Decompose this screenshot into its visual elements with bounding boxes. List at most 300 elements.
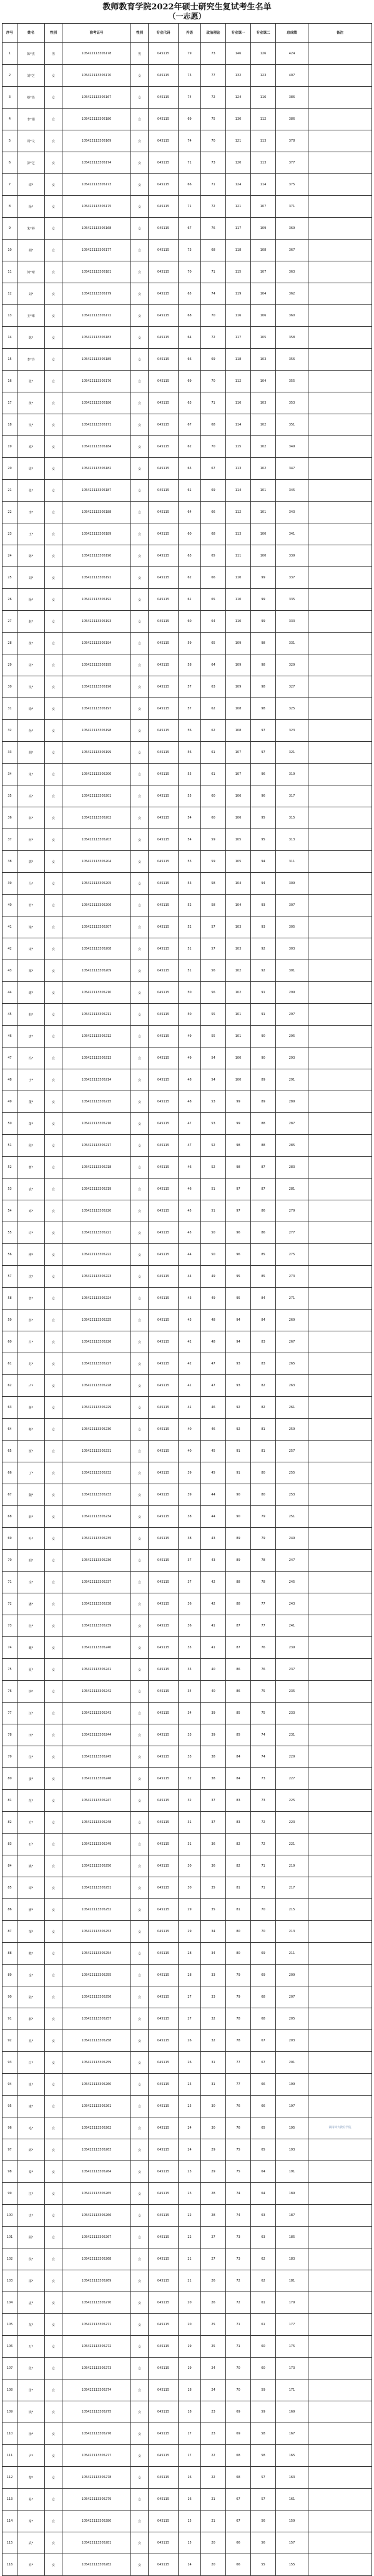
foreign-language-score: 42: [179, 1353, 201, 1375]
subject-one-score: 109: [226, 633, 251, 654]
candidate-name: 雷*: [17, 2379, 45, 2401]
subject-one-score: 110: [226, 589, 251, 611]
table-row: [2, 436, 372, 458]
subject-two-score: 100: [251, 523, 276, 545]
major-code: 045115: [149, 305, 179, 327]
gender: 女: [45, 283, 62, 305]
remark: [308, 2227, 372, 2248]
gender: 女: [131, 2030, 149, 2052]
subject-one-score: 79: [226, 1965, 251, 1986]
total-score: 257: [276, 1441, 308, 1462]
major-code: 045115: [149, 1288, 179, 1310]
subject-one-score: 120: [226, 152, 251, 174]
total-score: 267: [276, 1331, 308, 1353]
candidate-name: 康*: [17, 2096, 45, 2117]
gender: 女: [45, 960, 62, 982]
table-row: [2, 2052, 372, 2074]
subject-one-score: 73: [226, 2248, 251, 2270]
row-number: 87: [2, 1921, 17, 1943]
row-number: 91: [2, 2008, 17, 2030]
foreign-language-score: 45: [179, 1200, 201, 1222]
table-row: [2, 174, 372, 196]
row-number: 93: [2, 2052, 17, 2074]
gender: 女: [131, 1550, 149, 1572]
gender: 女: [131, 1899, 149, 1921]
subject-one-score: 115: [226, 261, 251, 283]
gender: 女: [131, 654, 149, 676]
gender: 女: [131, 895, 149, 916]
gender: 女: [45, 1965, 62, 1986]
total-score: 371: [276, 196, 308, 218]
subject-two-score: 65: [251, 2117, 276, 2139]
major-code: 045115: [149, 480, 179, 502]
candidate-name: 龙*: [17, 2314, 45, 2336]
politics-score: 29: [201, 2161, 226, 2183]
subject-one-score: 81: [226, 1899, 251, 1921]
major-code: 045115: [149, 1047, 179, 1069]
politics-score: 54: [201, 1069, 226, 1091]
gender: 女: [45, 1157, 62, 1179]
foreign-language-score: 23: [179, 2161, 201, 2183]
exam-id: 105422113305184: [62, 436, 131, 458]
total-score: 249: [276, 1528, 308, 1550]
total-score: 287: [276, 1113, 308, 1135]
politics-score: 23: [201, 2401, 226, 2423]
subject-one-score: 87: [226, 1637, 251, 1659]
table-row: [2, 567, 372, 589]
major-code: 045115: [149, 2423, 179, 2445]
row-number: 60: [2, 1331, 17, 1353]
subject-one-score: 77: [226, 2052, 251, 2074]
remark: [308, 829, 372, 851]
gender: 女: [131, 1113, 149, 1135]
subject-two-score: 64: [251, 2161, 276, 2183]
remark: [308, 2008, 372, 2030]
gender: 女: [131, 2183, 149, 2205]
candidate-name: 孟*: [17, 2292, 45, 2314]
subject-one-score: 82: [226, 1855, 251, 1877]
subject-one-score: 90: [226, 1506, 251, 1528]
candidate-name: 李*: [17, 502, 45, 523]
politics-score: 69: [201, 349, 226, 371]
subject-one-score: 81: [226, 1877, 251, 1899]
exam-id: 105422113305180: [62, 109, 131, 130]
candidate-name: 邹*: [17, 1921, 45, 1943]
subject-one-score: 96: [226, 1222, 251, 1244]
remark: [308, 43, 372, 65]
politics-score: 22: [201, 2467, 226, 2489]
remark: [308, 1004, 372, 1026]
table-row: [2, 2401, 372, 2423]
remark: [308, 1572, 372, 1593]
gender: 女: [131, 1353, 149, 1375]
subject-one-score: 93: [226, 1353, 251, 1375]
candidate-name: 张*: [17, 480, 45, 502]
row-number: 11: [2, 261, 17, 283]
candidate-name: 钟*: [17, 1681, 45, 1703]
remark: [308, 436, 372, 458]
foreign-language-score: 25: [179, 2096, 201, 2117]
subject-one-score: 88: [226, 1593, 251, 1615]
gender: 女: [131, 545, 149, 567]
politics-score: 64: [201, 611, 226, 633]
foreign-language-score: 65: [179, 458, 201, 480]
gender: 女: [45, 1615, 62, 1637]
exam-id: 105422113305225: [62, 1310, 131, 1331]
major-code: 045115: [149, 1484, 179, 1506]
major-code: 045115: [149, 742, 179, 764]
subject-two-score: 114: [251, 174, 276, 196]
candidate-name: 唐*: [17, 1026, 45, 1047]
subject-one-score: 90: [226, 1484, 251, 1506]
gender: 女: [45, 1855, 62, 1877]
total-score: 259: [276, 1419, 308, 1441]
remark: [308, 895, 372, 916]
gender: 女: [45, 1834, 62, 1855]
exam-id: 105422113305281: [62, 2532, 131, 2554]
subject-two-score: 57: [251, 2467, 276, 2489]
exam-id: 105422113305168: [62, 218, 131, 240]
politics-score: 24: [201, 2358, 226, 2379]
exam-id: 105422113305243: [62, 1703, 131, 1724]
foreign-language-score: 28: [179, 1943, 201, 1965]
subject-two-score: 88: [251, 1135, 276, 1157]
subject-one-score: 67: [226, 2510, 251, 2532]
total-score: 171: [276, 2379, 308, 2401]
remark: [308, 2358, 372, 2379]
exam-id: 105422113305177: [62, 240, 131, 261]
politics-score: 29: [201, 2139, 226, 2161]
total-score: 181: [276, 2270, 308, 2292]
total-score: 239: [276, 1637, 308, 1659]
exam-id: 105422113305234: [62, 1506, 131, 1528]
gender: 女: [45, 916, 62, 938]
gender: 女: [45, 87, 62, 109]
gender: 女: [45, 2292, 62, 2314]
politics-score: 44: [201, 1484, 226, 1506]
gender: 女: [45, 611, 62, 633]
candidate-name: 余*: [17, 1572, 45, 1593]
exam-id: 105422113305230: [62, 1419, 131, 1441]
gender: 女: [131, 1091, 149, 1113]
gender: 女: [45, 1266, 62, 1288]
politics-score: 47: [201, 1353, 226, 1375]
table-row: [2, 589, 372, 611]
gender: 女: [131, 1703, 149, 1724]
row-number: 74: [2, 1637, 17, 1659]
subject-two-score: 99: [251, 567, 276, 589]
major-code: 045115: [149, 545, 179, 567]
major-code: 045115: [149, 502, 179, 523]
table-row: [2, 2554, 372, 2576]
subject-one-score: 96: [226, 1244, 251, 1266]
gender: 女: [131, 2423, 149, 2445]
major-code: 045115: [149, 2401, 179, 2423]
major-code: 045115: [149, 1899, 179, 1921]
exam-id: 105422113305279: [62, 2489, 131, 2510]
remark: [308, 1768, 372, 1790]
candidate-name: 刘*: [17, 567, 45, 589]
foreign-language-score: 20: [179, 2292, 201, 2314]
gender: 女: [45, 1593, 62, 1615]
row-number: 112: [2, 2467, 17, 2489]
exam-id: 105422113305222: [62, 1244, 131, 1266]
gender: 女: [45, 1462, 62, 1484]
politics-score: 76: [201, 218, 226, 240]
politics-score: 73: [201, 152, 226, 174]
major-code: 045115: [149, 1943, 179, 1965]
subject-two-score: 116: [251, 87, 276, 109]
foreign-language-score: 49: [179, 1026, 201, 1047]
remark: [308, 1528, 372, 1550]
subject-two-score: 93: [251, 916, 276, 938]
exam-id: 105422113305204: [62, 851, 131, 873]
gender: 女: [45, 1790, 62, 1812]
remark: [308, 1593, 372, 1615]
row-number: 67: [2, 1484, 17, 1506]
candidate-name: 程*: [17, 1135, 45, 1157]
exam-id: 105422113305179: [62, 283, 131, 305]
table-row: [2, 807, 372, 829]
candidate-name: 王*琳: [17, 305, 45, 327]
total-score: 237: [276, 1659, 308, 1681]
row-number: 73: [2, 1615, 17, 1637]
foreign-language-score: 35: [179, 1659, 201, 1681]
exam-id: 105422113305263: [62, 2139, 131, 2161]
remark: [308, 261, 372, 283]
column-header: 政治理论: [201, 24, 226, 43]
gender: 女: [131, 785, 149, 807]
total-score: 217: [276, 1877, 308, 1899]
gender: 女: [131, 1462, 149, 1484]
table-row: [2, 916, 372, 938]
row-number: 77: [2, 1703, 17, 1724]
gender: 女: [45, 1441, 62, 1462]
table-row: [2, 1200, 372, 1222]
foreign-language-score: 60: [179, 523, 201, 545]
gender: 女: [131, 873, 149, 895]
politics-score: 68: [201, 414, 226, 436]
total-score: 271: [276, 1288, 308, 1310]
remark: [308, 567, 372, 589]
table-row: [2, 1768, 372, 1790]
remark: [308, 1462, 372, 1484]
candidate-name: 姚*: [17, 1855, 45, 1877]
gender: 女: [131, 1069, 149, 1091]
foreign-language-score: 61: [179, 589, 201, 611]
gender: 女: [45, 1397, 62, 1419]
remark: [308, 1484, 372, 1506]
foreign-language-score: 47: [179, 1113, 201, 1135]
candidate-name: 周*: [17, 654, 45, 676]
exam-id: 105422113305189: [62, 523, 131, 545]
subject-one-score: 117: [226, 218, 251, 240]
total-score: 265: [276, 1353, 308, 1375]
candidate-name: 吴*: [17, 414, 45, 436]
gender: 女: [45, 1550, 62, 1572]
gender: 女: [131, 87, 149, 109]
subject-one-score: 89: [226, 1528, 251, 1550]
gender: 女: [45, 1375, 62, 1397]
politics-score: 74: [201, 283, 226, 305]
candidate-name: 杨*: [17, 589, 45, 611]
exam-id: 105422113305266: [62, 2205, 131, 2227]
row-number: 37: [2, 829, 17, 851]
politics-score: 62: [201, 698, 226, 720]
table-row: [2, 1397, 372, 1419]
gender: 女: [45, 1200, 62, 1222]
exam-id: 105422113305223: [62, 1266, 131, 1288]
politics-score: 60: [201, 785, 226, 807]
subject-one-score: 108: [226, 720, 251, 742]
politics-score: 53: [201, 1113, 226, 1135]
total-score: 201: [276, 2052, 308, 2074]
gender: 女: [131, 1135, 149, 1157]
total-score: 339: [276, 545, 308, 567]
candidate-name: 杜*: [17, 1615, 45, 1637]
row-number: 45: [2, 1004, 17, 1026]
foreign-language-score: 66: [179, 174, 201, 196]
foreign-language-score: 27: [179, 2008, 201, 2030]
gender: 女: [131, 1266, 149, 1288]
subject-one-score: 92: [226, 1397, 251, 1419]
table-row: [2, 2030, 372, 2052]
candidate-name: 侯*: [17, 2248, 45, 2270]
subject-two-score: 91: [251, 1004, 276, 1026]
gender: 女: [131, 1724, 149, 1746]
exam-id: 105422113305215: [62, 1091, 131, 1113]
exam-id: 105422113305202: [62, 807, 131, 829]
major-code: 045115: [149, 2314, 179, 2336]
gender: 女: [131, 1331, 149, 1353]
gender: 女: [45, 2423, 62, 2445]
subject-one-score: 99: [226, 1113, 251, 1135]
table-row: [2, 305, 372, 327]
row-number: 75: [2, 1659, 17, 1681]
candidate-name: 孔*: [17, 2030, 45, 2052]
foreign-language-score: 47: [179, 1135, 201, 1157]
remark: [308, 1965, 372, 1986]
row-number: 111: [2, 2445, 17, 2467]
row-number: 84: [2, 1855, 17, 1877]
candidate-name: 易*: [17, 2489, 45, 2510]
exam-id: 105422113305275: [62, 2401, 131, 2423]
major-code: 045115: [149, 1135, 179, 1157]
foreign-language-score: 17: [179, 2445, 201, 2467]
exam-id: 105422113305182: [62, 458, 131, 480]
gender: 女: [45, 2554, 62, 2576]
subject-two-score: 107: [251, 196, 276, 218]
candidate-name: 朱*: [17, 764, 45, 785]
gender: 女: [45, 1659, 62, 1681]
total-score: 231: [276, 1724, 308, 1746]
subject-two-score: 101: [251, 502, 276, 523]
subject-two-score: 96: [251, 764, 276, 785]
table-row: [2, 785, 372, 807]
exam-id: 105422113305178: [62, 43, 131, 65]
gender: 女: [45, 2379, 62, 2401]
row-number: 81: [2, 1790, 17, 1812]
total-score: 185: [276, 2227, 308, 2248]
column-header: 专业课一: [226, 24, 251, 43]
exam-id: 105422113305173: [62, 174, 131, 196]
gender: 女: [45, 1135, 62, 1157]
row-number: 51: [2, 1135, 17, 1157]
foreign-language-score: 26: [179, 2030, 201, 2052]
subject-one-score: 78: [226, 2008, 251, 2030]
remark: [308, 2270, 372, 2292]
exam-id: 105422113305251: [62, 1877, 131, 1899]
subject-two-score: 123: [251, 65, 276, 87]
gender: 女: [131, 1419, 149, 1441]
candidate-name: 李*玲: [17, 349, 45, 371]
politics-score: 64: [201, 654, 226, 676]
remark: [308, 1506, 372, 1528]
gender: 女: [45, 1353, 62, 1375]
table-row: [2, 2161, 372, 2183]
total-score: 269: [276, 1310, 308, 1331]
gender: 女: [131, 2554, 149, 2576]
gender: 女: [45, 349, 62, 371]
major-code: 045115: [149, 1157, 179, 1179]
major-code: 045115: [149, 938, 179, 960]
foreign-language-score: 55: [179, 785, 201, 807]
foreign-language-score: 30: [179, 1855, 201, 1877]
major-code: 045115: [149, 1375, 179, 1397]
total-score: 356: [276, 349, 308, 371]
gender: 女: [45, 1026, 62, 1047]
remark: [308, 327, 372, 349]
exam-id: 105422113305255: [62, 1965, 131, 1986]
subject-two-score: 112: [251, 109, 276, 130]
subject-one-score: 102: [226, 960, 251, 982]
gender: 女: [131, 109, 149, 130]
exam-id: 105422113305247: [62, 1790, 131, 1812]
candidate-name: 谭*: [17, 174, 45, 196]
foreign-language-score: 52: [179, 916, 201, 938]
gender: 女: [45, 589, 62, 611]
gender: 女: [131, 1593, 149, 1615]
major-code: 045115: [149, 2379, 179, 2401]
gender: 女: [131, 1047, 149, 1069]
remark: [308, 764, 372, 785]
gender: 女: [45, 807, 62, 829]
politics-score: 70: [201, 130, 226, 152]
gender: 女: [131, 2314, 149, 2336]
foreign-language-score: 14: [179, 2554, 201, 2576]
subject-one-score: 86: [226, 1681, 251, 1703]
subject-two-score: 72: [251, 1812, 276, 1834]
total-score: 327: [276, 676, 308, 698]
remark: [308, 480, 372, 502]
remark: [308, 1724, 372, 1746]
gender: 女: [131, 174, 149, 196]
candidate-name: 江*: [17, 2183, 45, 2205]
total-score: 221: [276, 1834, 308, 1855]
subject-two-score: 64: [251, 2183, 276, 2205]
subject-one-score: 76: [226, 2096, 251, 2117]
major-code: 045115: [149, 654, 179, 676]
foreign-language-score: 19: [179, 2336, 201, 2358]
remark: [308, 2030, 372, 2052]
subject-two-score: 79: [251, 1528, 276, 1550]
row-number: 4: [2, 109, 17, 130]
foreign-language-score: 23: [179, 2183, 201, 2205]
subject-two-score: 97: [251, 742, 276, 764]
remark: [308, 742, 372, 764]
foreign-language-score: 38: [179, 1506, 201, 1528]
politics-score: 42: [201, 1572, 226, 1593]
